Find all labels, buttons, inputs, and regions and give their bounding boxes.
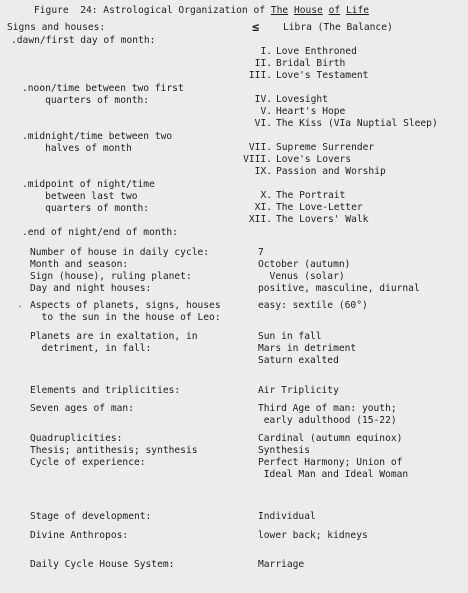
bullet-mark: - — [18, 303, 23, 311]
row-value: Mars in detriment — [258, 343, 357, 354]
row-value: early adulthood (15-22) — [258, 415, 397, 426]
row-label: Stage of development: — [30, 511, 152, 522]
row-label: Elements and triplicities: — [30, 385, 181, 396]
row-value: Synthesis — [258, 445, 310, 456]
figure-caption-house: House — [293, 5, 323, 16]
house-name: Lovesight — [276, 94, 328, 105]
house-name: Heart's Hope — [276, 106, 346, 117]
figure-caption-life: Life — [345, 5, 370, 16]
house-name: The Lovers' Walk — [276, 214, 369, 225]
period-midpoint-night-label: quarters of month: — [22, 203, 150, 214]
row-value: October (autumn) — [258, 259, 351, 270]
house-name: The Love-Letter — [276, 202, 363, 213]
row-value: Perfect Harmony; Union of — [258, 457, 403, 468]
house-name: Supreme Surrender — [276, 142, 375, 153]
house-name: Passion and Worship — [276, 166, 386, 177]
period-midpoint-night-label: between last two — [22, 191, 138, 202]
figure-caption — [34, 5, 369, 17]
period-dawn-label: .dawn/first day of month: — [11, 35, 156, 46]
house-number: XII. — [248, 214, 272, 225]
house-number: I. — [260, 46, 272, 57]
row-label: Thesis; antithesis; synthesis — [30, 445, 198, 456]
figure-caption-prefix: Figure 24: Astrological Organization of — [34, 5, 271, 16]
row-value: Marriage — [258, 559, 305, 570]
row-value: easy: sextile (60°) — [258, 300, 368, 311]
figure-caption-of: of — [328, 5, 341, 16]
row-value: Air Triplicity — [258, 385, 339, 396]
period-midnight-label: halves of month — [22, 143, 132, 154]
row-value: Ideal Man and Ideal Woman — [258, 469, 409, 480]
row-value: Third Age of man: youth; — [258, 403, 397, 414]
row-label: Quadruplicities: — [30, 433, 123, 444]
row-value: Cardinal (autumn equinox) — [258, 433, 403, 444]
row-label: Aspects of planets, signs, houses — [30, 300, 221, 311]
row-value: positive, masculine, diurnal — [258, 283, 420, 294]
figure-caption-the: The — [270, 5, 289, 16]
row-label: to the sun in the house of Leo: — [30, 312, 221, 323]
row-label: detriment, in fall: — [30, 343, 152, 354]
row-value: Individual — [258, 511, 316, 522]
period-noon-label: quarters of month: — [22, 95, 150, 106]
house-number: II. — [254, 58, 272, 69]
row-label: Cycle of experience: — [30, 457, 146, 468]
period-end-night-label: .end of night/end of month: — [22, 227, 178, 238]
house-number: IX. — [254, 166, 272, 177]
row-label: Daily Cycle House System: — [30, 559, 175, 570]
house-number: VIII. — [243, 154, 272, 165]
house-number: X. — [260, 190, 272, 201]
house-name: Love Enthroned — [276, 46, 357, 57]
house-name: Bridal Birth — [276, 58, 346, 69]
house-number: V. — [260, 106, 272, 117]
house-name: The Kiss (VIa Nuptial Sleep) — [276, 118, 438, 129]
period-midpoint-night-label: .midpoint of night/time — [22, 179, 155, 190]
row-label: Number of house in daily cycle: — [30, 247, 210, 258]
libra-sign-text: Libra (The Balance) — [283, 22, 393, 33]
house-name: Love's Lovers — [276, 154, 352, 165]
house-number: VII. — [248, 142, 272, 153]
house-number: XI. — [254, 202, 272, 213]
row-value: 7 — [258, 247, 264, 258]
row-value: Venus (solar) — [258, 271, 345, 282]
row-value: Sun in fall — [258, 331, 322, 342]
house-number: IV. — [254, 94, 272, 105]
period-midnight-label: .midnight/time between two — [22, 131, 173, 142]
house-name: The Portrait — [276, 190, 346, 201]
row-value: Saturn exalted — [258, 355, 339, 366]
row-label: Month and season: — [30, 259, 129, 270]
row-label: Day and night houses: — [30, 283, 152, 294]
row-label: Seven ages of man: — [30, 403, 134, 414]
period-noon-label: .noon/time between two first — [22, 83, 184, 94]
row-label: Divine Anthropos: — [30, 530, 129, 541]
house-number: III. — [248, 70, 272, 81]
libra-sign-icon: ≤ — [252, 20, 260, 34]
house-number: VI. — [254, 118, 272, 129]
row-label: Planets are in exaltation, in — [30, 331, 198, 342]
house-name: Love's Testament — [276, 70, 369, 81]
row-label: Sign (house), ruling planet: — [30, 271, 192, 282]
signs-and-houses-label: Signs and houses: — [7, 22, 106, 33]
row-value: lower back; kidneys — [258, 530, 368, 541]
